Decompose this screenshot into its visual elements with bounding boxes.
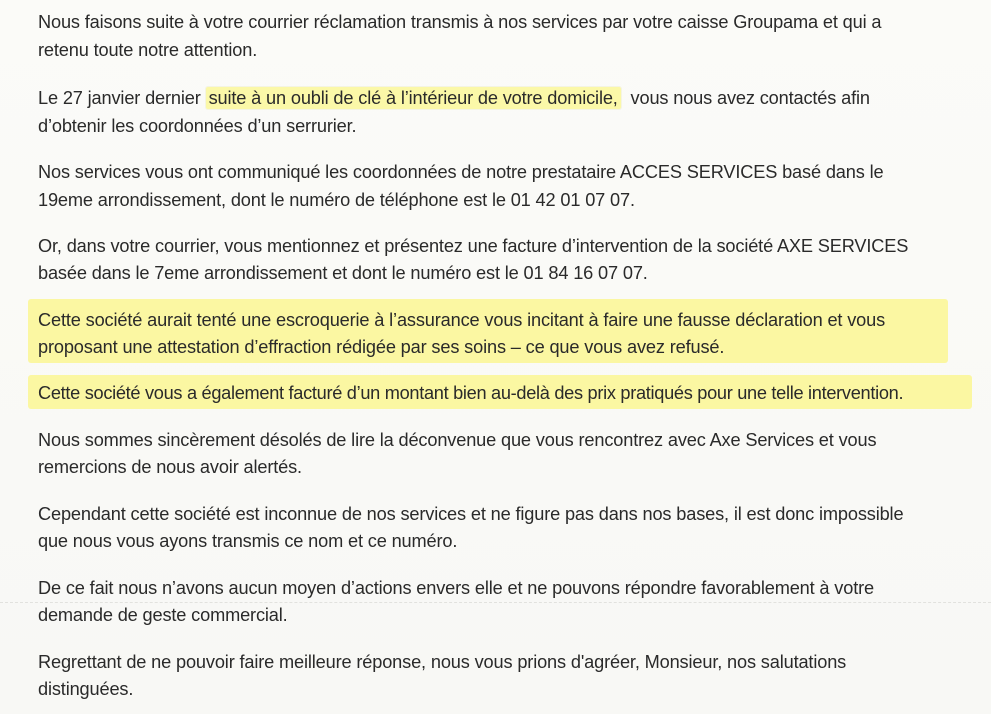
paragraph-2-text-start: Le 27 janvier dernier bbox=[38, 88, 206, 108]
paragraph-2-line-1 bbox=[38, 84, 870, 112]
paragraph-3-line-1: Nos services vous ont communiqué les coordonnées de notre prestataire ACCES SERVICES basé dans le bbox=[38, 162, 884, 182]
paragraph-3-line-2: 19eme arrondissement, dont le numéro de téléphone est le 01 42 01 07 07. bbox=[38, 190, 635, 210]
paragraph-7-line-1: Nous sommes sincèrement désolés de lire la déconvenue que vous rencontrez avec Axe Services et vous bbox=[38, 430, 877, 450]
paragraph-5-line-2: proposant une attestation d’effraction rédigée par ses soins – ce que vous avez refusé. bbox=[38, 337, 725, 357]
paper-fold-line bbox=[0, 602, 991, 604]
paragraph-2-text-end: vous nous avez contactés afin bbox=[630, 88, 870, 108]
paragraph-7-line-2: remercions de nous avoir alertés. bbox=[38, 457, 302, 477]
paragraph-2-line-2: d’obtenir les coordonnées d’un serrurier. bbox=[38, 116, 357, 136]
paragraph-9-line-2: demande de geste commercial. bbox=[38, 605, 288, 625]
paragraph-8-line-1: Cependant cette société est inconnue de nos services et ne figure pas dans nos bases, il est donc impossible bbox=[38, 504, 904, 524]
paragraph-1-line-2: retenu toute notre attention. bbox=[38, 40, 258, 60]
highlighted-phrase-key-forgotten: suite à un oubli de clé à l’intérieur de votre domicile, bbox=[206, 87, 621, 109]
paragraph-1-line-1: Nous faisons suite à votre courrier réclamation transmis à nos services par votre caisse Groupama et qui a bbox=[38, 12, 882, 32]
paragraph-10-line-2: distinguées. bbox=[38, 679, 134, 699]
paragraph-8-line-2: que nous vous ayons transmis ce nom et ce numéro. bbox=[38, 531, 458, 551]
paragraph-4-line-2: basée dans le 7eme arrondissement et dont le numéro est le 01 84 16 07 07. bbox=[38, 263, 648, 283]
paragraph-9-line-1: De ce fait nous n’avons aucun moyen d’actions envers elle et ne pouvons répondre favorablement à votre bbox=[38, 578, 874, 598]
paragraph-5-line-1: Cette société aurait tenté une escroquerie à l’assurance vous incitant à faire une fausse déclaration et vous bbox=[38, 310, 886, 330]
paragraph-4-line-1: Or, dans votre courrier, vous mentionnez et présentez une facture d’intervention de la société AXE SERVICES bbox=[38, 236, 909, 256]
paragraph-6-line-1: Cette société vous a également facturé d’un montant bien au-delà des prix pratiqués pour une telle intervention. bbox=[38, 383, 904, 403]
paragraph-10-line-1: Regrettant de ne pouvoir faire meilleure réponse, nous vous prions d'agréer, Monsieur, nos salutations bbox=[38, 652, 847, 672]
